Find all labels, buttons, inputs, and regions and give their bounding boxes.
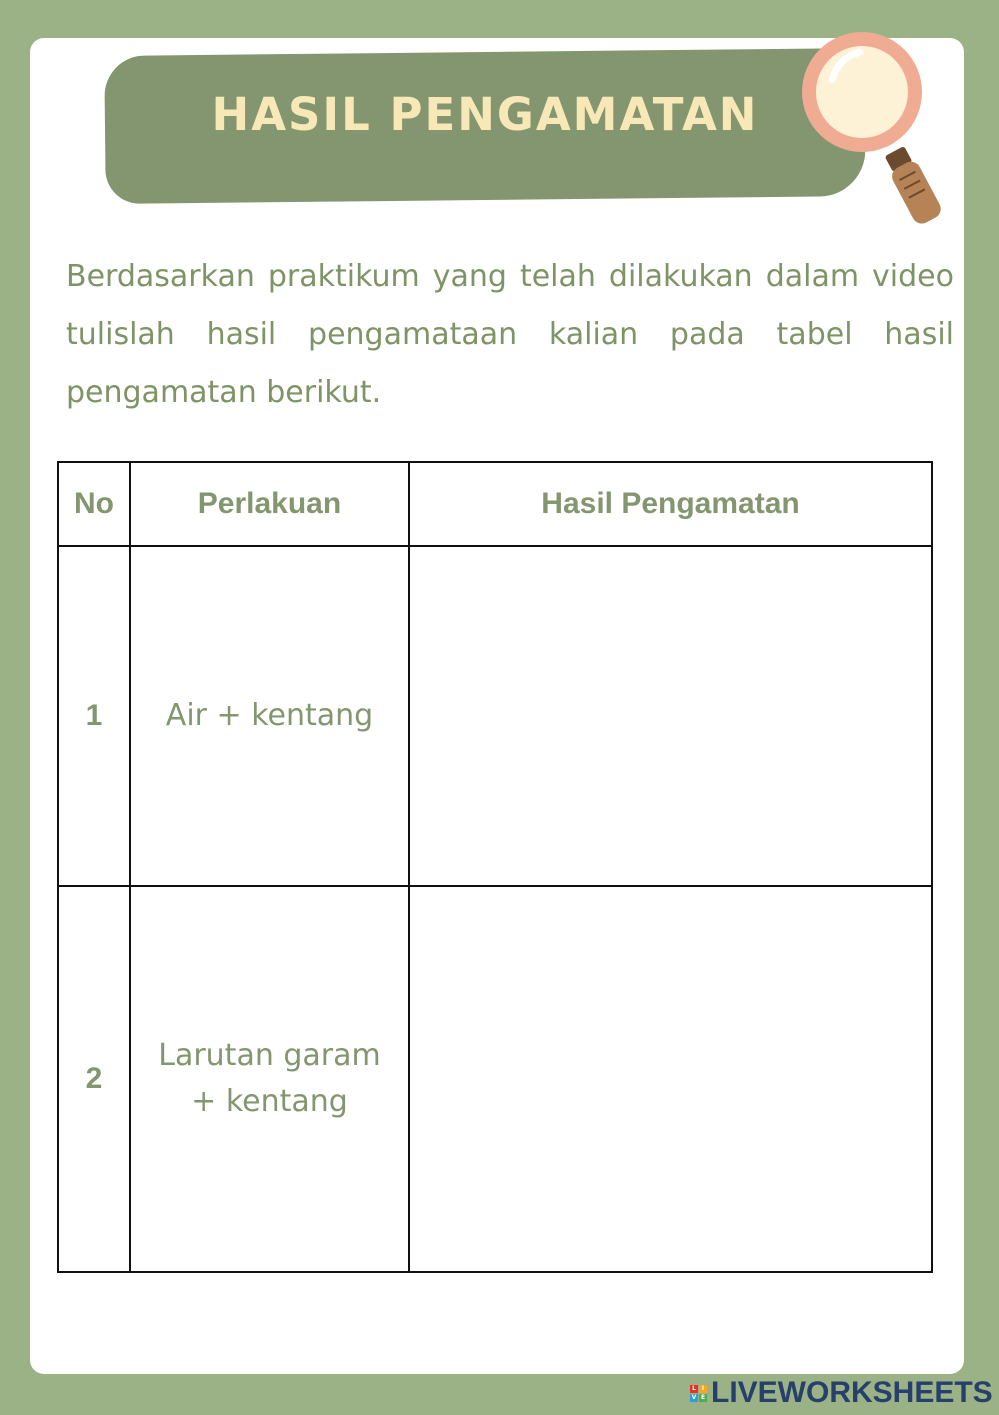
row-number: 1 xyxy=(58,546,130,886)
row-number: 2 xyxy=(58,886,130,1272)
table-row xyxy=(58,886,932,1272)
observation-table xyxy=(57,461,933,1273)
header-no: No xyxy=(58,462,130,546)
liveworksheets-logo-icon: L I V E xyxy=(691,1384,706,1401)
table-header-row xyxy=(58,462,932,546)
liveworksheets-branding[interactable] xyxy=(690,1375,993,1411)
instruction-text: Berdasarkan praktikum yang telah dilakukan dalam video tulislah hasil pengamataan kalian pada tabel hasil pengamatan berikut. xyxy=(66,259,954,410)
header-perlakuan: Perlakuan xyxy=(130,462,409,546)
header-hasil-pengamatan: Hasil Pengamatan xyxy=(409,462,932,546)
hasil-input-cell[interactable] xyxy=(409,546,932,886)
magnifying-glass-icon xyxy=(796,24,961,234)
table-row xyxy=(58,546,932,886)
row-perlakuan: Air + kentang xyxy=(130,546,409,886)
liveworksheets-text: LIVEWORKSHEETS xyxy=(711,1376,993,1409)
row-perlakuan: Larutan garam + kentang xyxy=(130,886,409,1272)
page-title: HASIL PENGAMATAN xyxy=(211,88,759,141)
hasil-input-cell[interactable] xyxy=(409,886,932,1272)
